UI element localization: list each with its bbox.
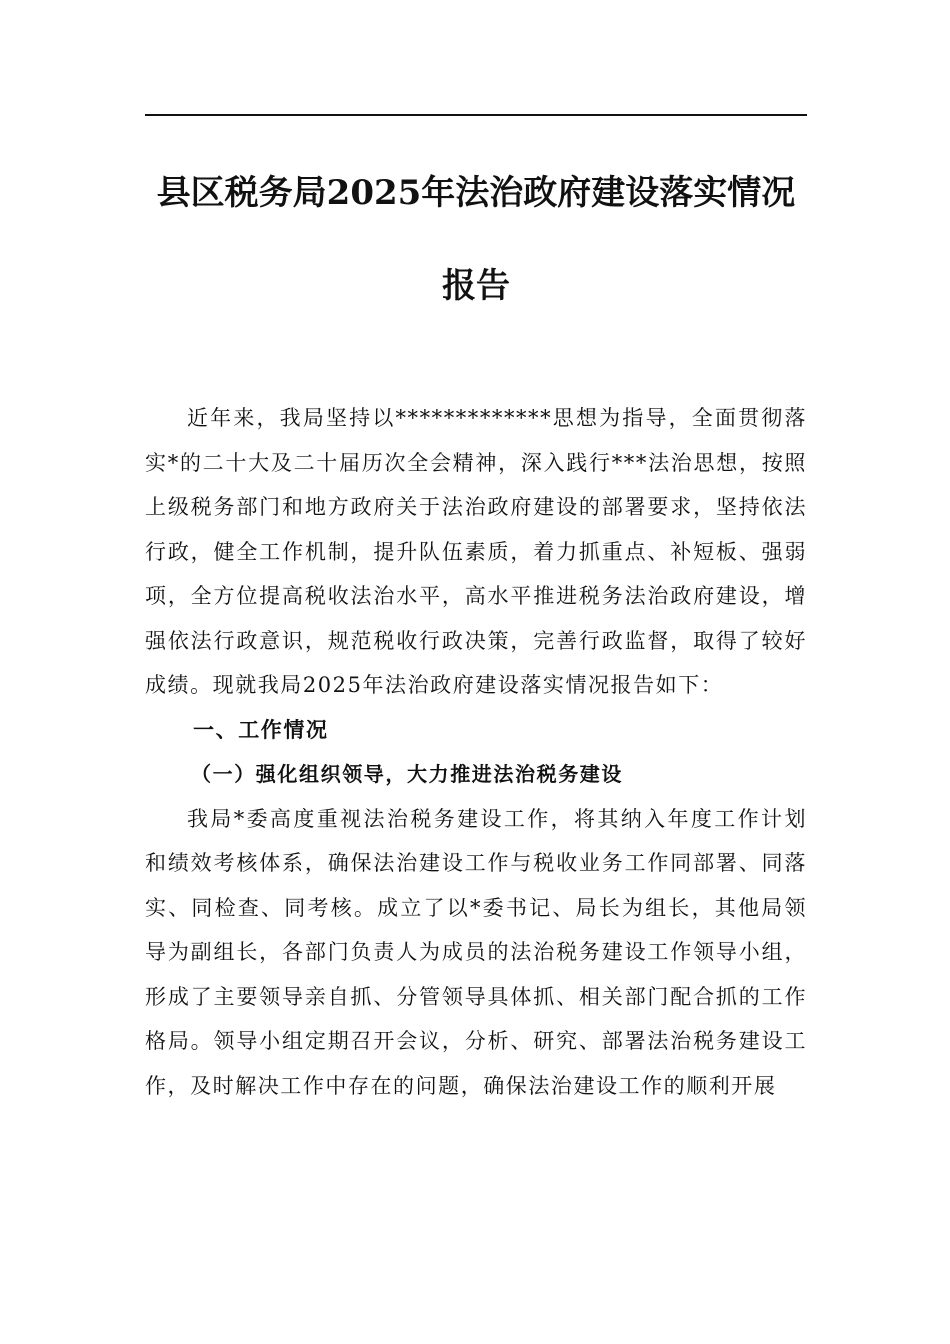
section-heading: 一、工作情况 xyxy=(193,717,329,742)
document-title xyxy=(145,168,807,311)
document-body xyxy=(145,396,807,1108)
subsection-paragraph: 我局*委高度重视法治税务建设工作，将其纳入年度工作计划和绩效考核体系，确保法治建设工作与税收业务工作同部署、同落实、同检查、同考核。成立了以*委书记、局长为组长，其他局领导为副组长，各部门负责人为成员的法治税务建设工作领导小组，形成了主要领导亲自抓、分管领导具体抓、相关部门配合抓的工作格局。领导小组定期召开会议，分析、研究、部署法治税务建设工作，及时解决工作中存在的问题，确保法治建设工作的顺利开展 xyxy=(145,806,807,1098)
title-line-2: 报告 xyxy=(442,266,510,306)
title-line-1: 县区税务局2025年法治政府建设落实情况 xyxy=(156,173,796,213)
header-rule xyxy=(145,114,807,116)
intro-paragraph: 近年来，我局坚持以*************思想为指导，全面贯彻落实*的二十大及二十届历次全会精神，深入践行***法治思想，按照上级税务部门和地方政府关于法治政府建设的部署要求，坚持依法行政，健全工作机制，提升队伍素质，着力抓重点、补短板、强弱项，全方位提高税收法治水平，高水平推进税务法治政府建设，增强依法行政意识，规范税收行政决策，完善行政监督，取得了较好成绩。现就我局2025年法治政府建设落实情况报告如下： xyxy=(145,406,807,697)
subsection-heading: （一）强化组织领导，大力推进法治税务建设 xyxy=(191,762,623,786)
